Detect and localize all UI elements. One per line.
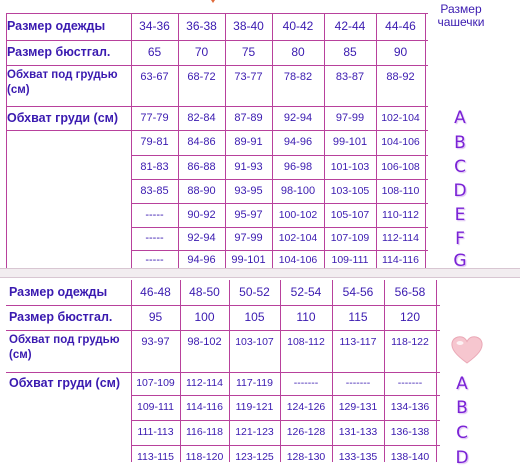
table2-cell: 114-116 (186, 401, 223, 413)
table1-cell: 82-84 (187, 111, 216, 124)
table1-cell: 110-112 (382, 208, 419, 221)
table2-cell: 95 (148, 310, 163, 324)
table1-cell: 97-99 (335, 111, 365, 124)
table1-cell: 78-82 (283, 71, 313, 83)
table1-cup-letter: F (455, 228, 465, 249)
table2-row-label: Обхват под грудью (см) (9, 334, 120, 361)
table1-cell: 108-110 (381, 184, 420, 197)
table1-cell: ----- (145, 254, 164, 266)
table1-cell: ----- (145, 208, 164, 221)
table2-cell: 120 (399, 310, 421, 324)
table2-cell: 118-122 (391, 336, 429, 348)
table1-cell: 77-79 (140, 111, 169, 124)
table2-cell: 50-52 (239, 285, 270, 299)
table2-gridline-h (131, 395, 440, 396)
table2-cell: 138-140 (390, 451, 430, 463)
table1-cell: 92-94 (283, 111, 313, 124)
table1-gridline-h (131, 155, 428, 156)
table1-cell: 88-90 (187, 184, 216, 197)
table1-cell: 68-72 (187, 71, 216, 83)
table1-cell: 44-46 (385, 19, 416, 33)
table1-cell: 103-105 (330, 184, 370, 197)
table1-cell: 91-93 (234, 160, 263, 173)
table1-cell: 98-100 (280, 184, 316, 197)
table2-cell: 103-107 (235, 336, 274, 348)
table2-cell: ------- (397, 377, 423, 389)
table2-cell: 113-117 (339, 336, 377, 348)
table2-cell: 119-121 (235, 401, 274, 413)
table1-cell: 94-96 (283, 136, 313, 148)
table2-cell: 48-50 (189, 285, 220, 299)
table2-cell: 100 (194, 310, 215, 324)
table1-cup-letter: D (453, 181, 467, 201)
table2-cell: 108-112 (287, 336, 325, 348)
table2-cell: 115 (348, 310, 368, 324)
table1-cell: 87-89 (234, 111, 263, 124)
table2-cell: 124-126 (286, 401, 326, 413)
table2-cell: 136-138 (390, 426, 430, 438)
table2-cell: 126-128 (286, 426, 326, 438)
table1-gridline-h (6, 65, 428, 66)
top-ornament (208, 0, 218, 3)
table1-cell: 38-40 (233, 19, 264, 33)
table1-gridline-h (6, 106, 428, 107)
table2-cup-letter: B (456, 397, 468, 418)
table2-gridline-h (6, 372, 440, 373)
table1-cell: 86-88 (187, 160, 216, 173)
table2-cell: 109-111 (137, 401, 174, 413)
table1-cell: 109-111 (331, 254, 369, 266)
table2-cell: 128-130 (286, 451, 326, 463)
table1-cell: 95-97 (234, 208, 263, 221)
table2-row-label: Размер одежды (9, 285, 108, 299)
table1-cell: 104-106 (278, 254, 318, 266)
table1-cell: 83-85 (140, 184, 169, 197)
table1-cell: 85 (343, 45, 357, 59)
table2-cell: 131-133 (338, 426, 378, 438)
table1-cup-letter: C (454, 157, 466, 177)
table2-cell: 110 (296, 310, 316, 324)
table1-cell: 101-103 (330, 160, 370, 173)
table1-cell: 40-42 (282, 19, 314, 33)
table2-gridline-h (131, 445, 440, 446)
table1-cell: 90-92 (187, 208, 216, 221)
table1-cell: 83-87 (335, 71, 365, 83)
table2-cell: 107-109 (136, 377, 175, 389)
table2-cell: 123-125 (235, 451, 274, 463)
table2-cell: 46-48 (140, 285, 171, 299)
table1-row-label: Размер бюстгал. (7, 45, 111, 59)
table1-gridline-h (131, 227, 428, 228)
table1-row-label: Размер одежды (7, 19, 106, 33)
table2-cell: 98-102 (187, 336, 222, 348)
table1-cell: 112-114 (382, 232, 419, 244)
table1-cup-letter: G (453, 250, 467, 271)
table1-cell: 88-92 (386, 71, 415, 83)
table2-cell: ------- (345, 377, 371, 389)
table2-cell: 116-118 (186, 426, 223, 438)
table1-cell: ----- (145, 232, 164, 244)
table2-cell: ------- (293, 377, 319, 389)
table1-cell: 65 (147, 45, 162, 59)
table1-gridline-h (131, 179, 428, 180)
table1-gridline-h (6, 13, 428, 14)
table2-row-label: Размер бюстгал. (9, 310, 113, 324)
table1-cup-letter: A (454, 108, 466, 128)
table2-cell: 133-135 (338, 451, 378, 463)
table1-cell: 63-67 (140, 71, 169, 83)
table2-cup-letter: C (456, 422, 468, 443)
table1-cup-letter: E (454, 205, 466, 225)
table1-cell: 114-116 (382, 254, 419, 266)
table1-cell: 90 (393, 45, 408, 59)
table1-gridline-v (425, 13, 426, 268)
table1-gridline-h (6, 130, 428, 131)
table1-cell: 102-104 (278, 232, 318, 244)
table1-cell: 92-94 (187, 232, 216, 244)
table1-gridline-h (131, 250, 428, 251)
table1-cell: 94-96 (187, 254, 216, 266)
table2-gridline-h (131, 420, 440, 421)
table1-cell: 70 (194, 45, 209, 59)
table1-cell: 34-36 (139, 19, 170, 33)
table1-cell: 100-102 (278, 208, 318, 221)
table2-gridline-h (6, 305, 440, 306)
table2-cell: 56-58 (394, 285, 426, 299)
table1-cell: 42-44 (334, 19, 366, 33)
table1-cell: 102-104 (381, 111, 420, 124)
table1-cell: 75 (241, 45, 256, 59)
table2-gridline-h (6, 330, 440, 331)
table2-cell: 54-56 (342, 285, 374, 299)
table2-cell: 113-115 (137, 451, 174, 463)
table1-cell: 93-95 (234, 184, 263, 197)
table1-cell: 105-107 (330, 208, 370, 221)
table1-cell: 79-81 (140, 136, 169, 148)
table1-cell: 36-38 (186, 19, 217, 33)
table2-cell: 129-131 (338, 401, 378, 413)
table1-row-label: Обхват под грудью (см) (7, 69, 118, 96)
table1-gridline-h (131, 203, 428, 204)
table2-cell: 118-120 (185, 451, 224, 463)
table2-cup-letter: D (455, 447, 469, 468)
table1-cell: 81-83 (140, 160, 169, 173)
table2-cell: 117-119 (236, 377, 273, 389)
table1-cell: 97-99 (234, 232, 263, 244)
table1-row-label: Обхват груди (см) (7, 110, 119, 125)
table1-cell: 84-86 (187, 136, 216, 148)
table1-cell: 89-91 (234, 136, 263, 148)
table1-cell: 99-101 (231, 254, 266, 266)
heart-icon (450, 335, 484, 365)
table1-cell: 99-101 (332, 136, 368, 148)
table2-cell: 112-114 (186, 377, 223, 389)
table2-cell: 134-136 (390, 401, 430, 413)
table1-gridline-h (6, 40, 428, 41)
table-separator (0, 268, 520, 278)
table1-cell: 96-98 (283, 160, 313, 173)
table2-cell: 52-54 (290, 285, 322, 299)
table1-cell: 107-109 (330, 232, 370, 244)
table2-cell: 111-113 (137, 426, 174, 438)
table1-cell: 104-106 (381, 136, 420, 148)
table2-cell: 105 (244, 310, 265, 324)
table2-cell: 93-97 (141, 336, 170, 348)
table1-cell: 106-108 (381, 160, 420, 173)
table1-cell: 73-77 (234, 71, 263, 83)
table2-cup-letter: A (456, 373, 468, 394)
table2-row-label: Обхват груди (см) (9, 376, 121, 390)
cup-size-header: Размер чашечки (437, 2, 485, 29)
table2-cell: 121-123 (235, 426, 274, 438)
table1-cell: 80 (291, 45, 305, 59)
table1-cup-letter: B (454, 132, 466, 153)
table2-gridline-v (436, 280, 437, 462)
